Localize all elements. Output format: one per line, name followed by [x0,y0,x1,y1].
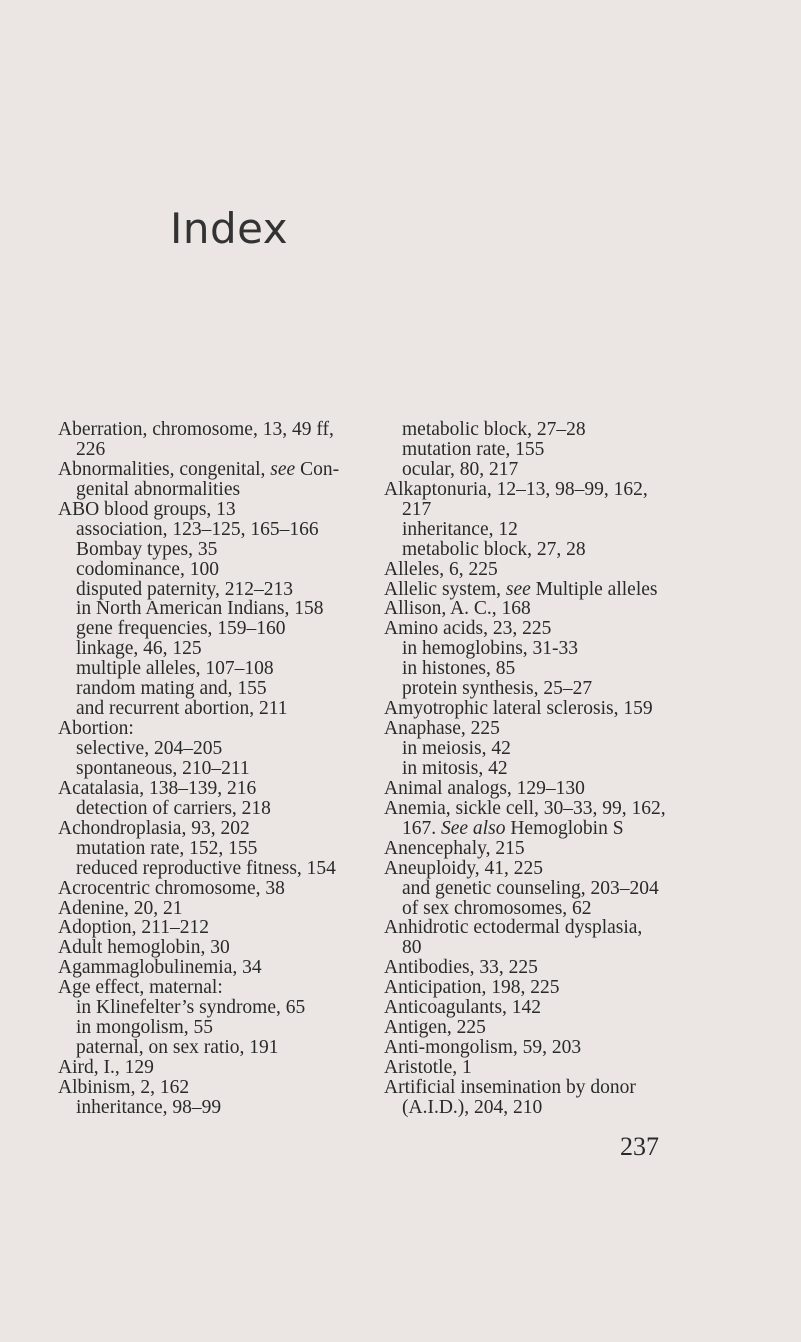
cross-reference: see [270,458,296,480]
index-subentry [384,819,714,839]
index-entry: Anemia, sickle cell, 30–33, 99, 162, [384,797,666,819]
index-subentry: mutation rate, 155 [402,438,545,460]
index-entry: Aneuploidy, 41, 225 [384,857,544,879]
index-subentry: codominance, 100 [76,558,219,580]
index-entry: Anticoagulants, 142 [384,997,542,1019]
index-entry: Agammaglobulinemia, 34 [58,957,262,979]
index-entry: Anticipation, 198, 225 [384,977,560,999]
entry-text: Allelic system, [384,578,506,600]
index-entry: Aberration, chromosome, 13, 49 ff, [58,419,334,440]
index-subentry: in North American Indians, 158 [76,598,324,620]
index-entry: Acatalasia, 138–139, 216 [58,777,257,799]
entry-text: Hemoglobin S [505,817,624,839]
index-entry: Anti-mongolism, 59, 203 [384,1037,582,1059]
index-subentry: in meiosis, 42 [402,738,511,759]
index-subentry: genital abnormalities [76,478,241,500]
index-subentry: selective, 204–205 [76,738,223,759]
index-subentry: protein synthesis, 25–27 [402,678,593,700]
index-entry: Acrocentric chromosome, 38 [58,877,285,899]
index-entry [384,580,714,600]
index-subentry: in Klinefelter’s syndrome, 65 [76,997,306,1019]
index-subentry: linkage, 46, 125 [76,638,202,660]
entry-text: Abnormalities, congenital, [58,458,271,480]
cross-reference: See also [441,817,506,839]
index-subentry: multiple alleles, 107–108 [76,658,274,680]
index-entry: Adenine, 20, 21 [58,897,183,919]
index-subentry: in hemoglobins, 31-33 [402,638,579,660]
index-subentry: reduced reproductive fitness, 154 [76,857,336,879]
entry-text: Multiple alleles [530,578,658,600]
index-entry: Adult hemoglobin, 30 [58,937,230,959]
index-entry: Allison, A. C., 168 [384,598,531,620]
page-title: Index [170,204,289,253]
index-subentry: 217 [402,498,432,520]
index-entry: Amino acids, 23, 225 [384,618,552,640]
index-subentry: metabolic block, 27–28 [402,419,586,440]
index-subentry: random mating and, 155 [76,678,267,700]
index-entry: Alleles, 6, 225 [384,558,498,580]
index-entry: Amyotrophic lateral sclerosis, 159 [384,698,653,720]
index-entry: Albinism, 2, 162 [58,1076,190,1098]
index-entry: Aristotle, 1 [384,1057,472,1078]
index-entry: Alkaptonuria, 12–13, 98–99, 162, [384,478,648,500]
index-subentry: and recurrent abortion, 211 [76,698,288,720]
index-entry: Abortion: [58,718,134,740]
index-subentry: (A.I.D.), 204, 210 [402,1096,543,1118]
index-subentry: 226 [76,438,106,460]
index-subentry: Bombay types, 35 [76,538,218,560]
index-entry [58,460,370,480]
index-subentry: inheritance, 12 [402,518,518,540]
index-entry: Anaphase, 225 [384,718,500,740]
entry-text: 167. [402,817,441,839]
index-entry: Adoption, 211–212 [58,917,209,939]
index-subentry: inheritance, 98–99 [76,1096,222,1118]
index-entry: Anhidrotic ectodermal dysplasia, [384,917,643,939]
cross-reference: see [505,578,531,600]
index-entry: Artificial insemination by donor [384,1076,636,1098]
index-subentry: association, 123–125, 165–166 [76,518,319,540]
index-subentry: spontaneous, 210–211 [76,757,250,779]
index-subentry: metabolic block, 27, 28 [402,538,586,560]
index-entry: Achondroplasia, 93, 202 [58,817,250,839]
index-subentry: and genetic counseling, 203–204 [402,877,659,899]
page-number: 237 [620,1132,659,1161]
index-subentry: detection of carriers, 218 [76,797,271,819]
index-column-right [384,420,714,1118]
index-subentry: in mongolism, 55 [76,1017,214,1039]
index-entry: ABO blood groups, 13 [58,498,236,520]
index-entry: Antigen, 225 [384,1017,486,1039]
index-entry: Antibodies, 33, 225 [384,957,538,979]
index-entry: Animal analogs, 129–130 [384,777,585,799]
index-column-left [58,420,370,1118]
index-subentry: of sex chromosomes, 62 [402,897,592,919]
entry-text: Con- [295,458,340,480]
index-subentry: in mitosis, 42 [402,757,508,779]
index-subentry: gene frequencies, 159–160 [76,618,286,640]
index-subentry: in histones, 85 [402,658,516,680]
index-entry: Aird, I., 129 [58,1057,154,1078]
index-subentry: ocular, 80, 217 [402,458,519,480]
index-subentry: paternal, on sex ratio, 191 [76,1037,279,1059]
index-entry: Anencephaly, 215 [384,837,525,859]
index-subentry: disputed paternity, 212–213 [76,578,293,600]
index-subentry: mutation rate, 152, 155 [76,837,258,859]
index-subentry: 80 [402,937,422,959]
index-entry: Age effect, maternal: [58,977,223,999]
